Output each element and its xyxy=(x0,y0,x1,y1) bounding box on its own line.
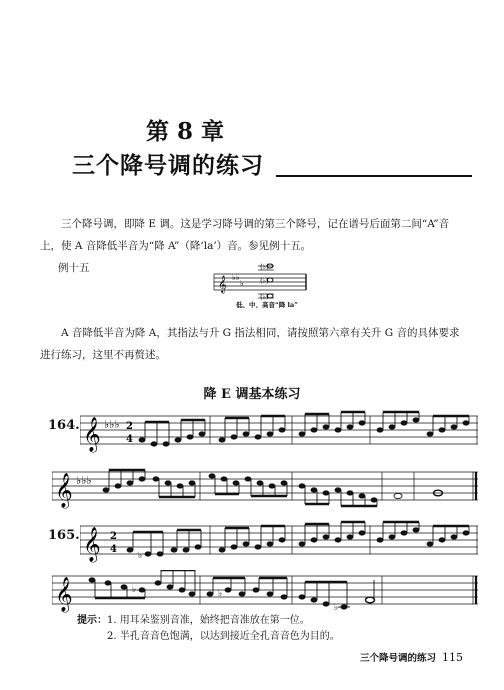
example-staff-image xyxy=(212,258,308,320)
intro-line-2: 上，使 A 音降低半音为“降 A”（降‘la’）音。参见例十五。 xyxy=(40,240,312,252)
exercise-165-staff-2 xyxy=(52,570,478,614)
chapter-title: 三个降号调的练习 xyxy=(72,152,264,179)
svg-text:♭: ♭ xyxy=(138,551,143,561)
svg-text:4: 4 xyxy=(110,544,117,555)
svg-text:𝄞: 𝄞 xyxy=(55,473,73,508)
page-footer xyxy=(360,650,463,664)
svg-text:𝄞: 𝄞 xyxy=(218,275,227,293)
chapter-number: 第 8 章 xyxy=(145,118,225,145)
intro-line-1: 三个降号调，即降 E 调。这是学习降号调的第三个降号，记在谱号后面第二间“A”音 xyxy=(61,218,450,230)
tip-item-2: 2. 半孔音音色饱满，以达到接近全孔音音色为目的。 xyxy=(107,631,340,642)
tips-lead: 提示： xyxy=(77,615,107,626)
tips-block xyxy=(77,613,340,645)
svg-text:4: 4 xyxy=(126,434,133,445)
exercise-165-staff-1 xyxy=(80,520,478,564)
svg-text:𝄞: 𝄞 xyxy=(83,527,101,562)
svg-text:𝄞: 𝄞 xyxy=(83,417,101,452)
svg-text:(♭): (♭) xyxy=(260,277,269,285)
svg-text:♭♭: ♭♭ xyxy=(232,273,240,282)
svg-text:♭: ♭ xyxy=(240,279,244,288)
svg-text:♭: ♭ xyxy=(218,589,223,599)
svg-text:♭♭♭: ♭♭♭ xyxy=(104,418,120,431)
exercise-164-staff-1 xyxy=(80,410,478,454)
fingering-line-2: 进行练习，这里不再赘述。 xyxy=(40,349,166,361)
exercise-number-164: 164. xyxy=(48,418,80,433)
svg-text:𝄞: 𝄞 xyxy=(55,577,73,612)
example-label: 例十五 xyxy=(58,262,90,274)
exercise-164-staff-2 xyxy=(52,466,478,510)
tip-row-1 xyxy=(77,613,340,629)
svg-text:(♭): (♭) xyxy=(260,293,269,301)
svg-text:2: 2 xyxy=(126,421,133,432)
svg-text:(♭): (♭) xyxy=(260,263,269,271)
page-number: 115 xyxy=(442,651,464,664)
svg-text:♭: ♭ xyxy=(132,585,137,595)
title-underline xyxy=(276,175,472,177)
fingering-paragraph xyxy=(40,322,470,366)
exercise-number-165: 165. xyxy=(48,528,80,543)
fingering-line-1: A 音降低半音为降 A，其指法与升 G 指法相同，请按照第六章有关升 G 音的具体要求 xyxy=(61,327,460,339)
svg-text:♭: ♭ xyxy=(334,603,339,613)
svg-text:2: 2 xyxy=(110,531,117,542)
svg-text:♭♭♭: ♭♭♭ xyxy=(76,474,92,487)
running-title: 三个降号调的练习 xyxy=(360,653,437,664)
tip-item-1: 1. 用耳朵鉴别音准，始终把音准放在第一位。 xyxy=(107,615,310,626)
section-title: 降 E 调基本练习 xyxy=(203,387,301,402)
example-caption: 低、中、高音“降 la” xyxy=(236,301,298,309)
intro-paragraph xyxy=(40,213,470,257)
